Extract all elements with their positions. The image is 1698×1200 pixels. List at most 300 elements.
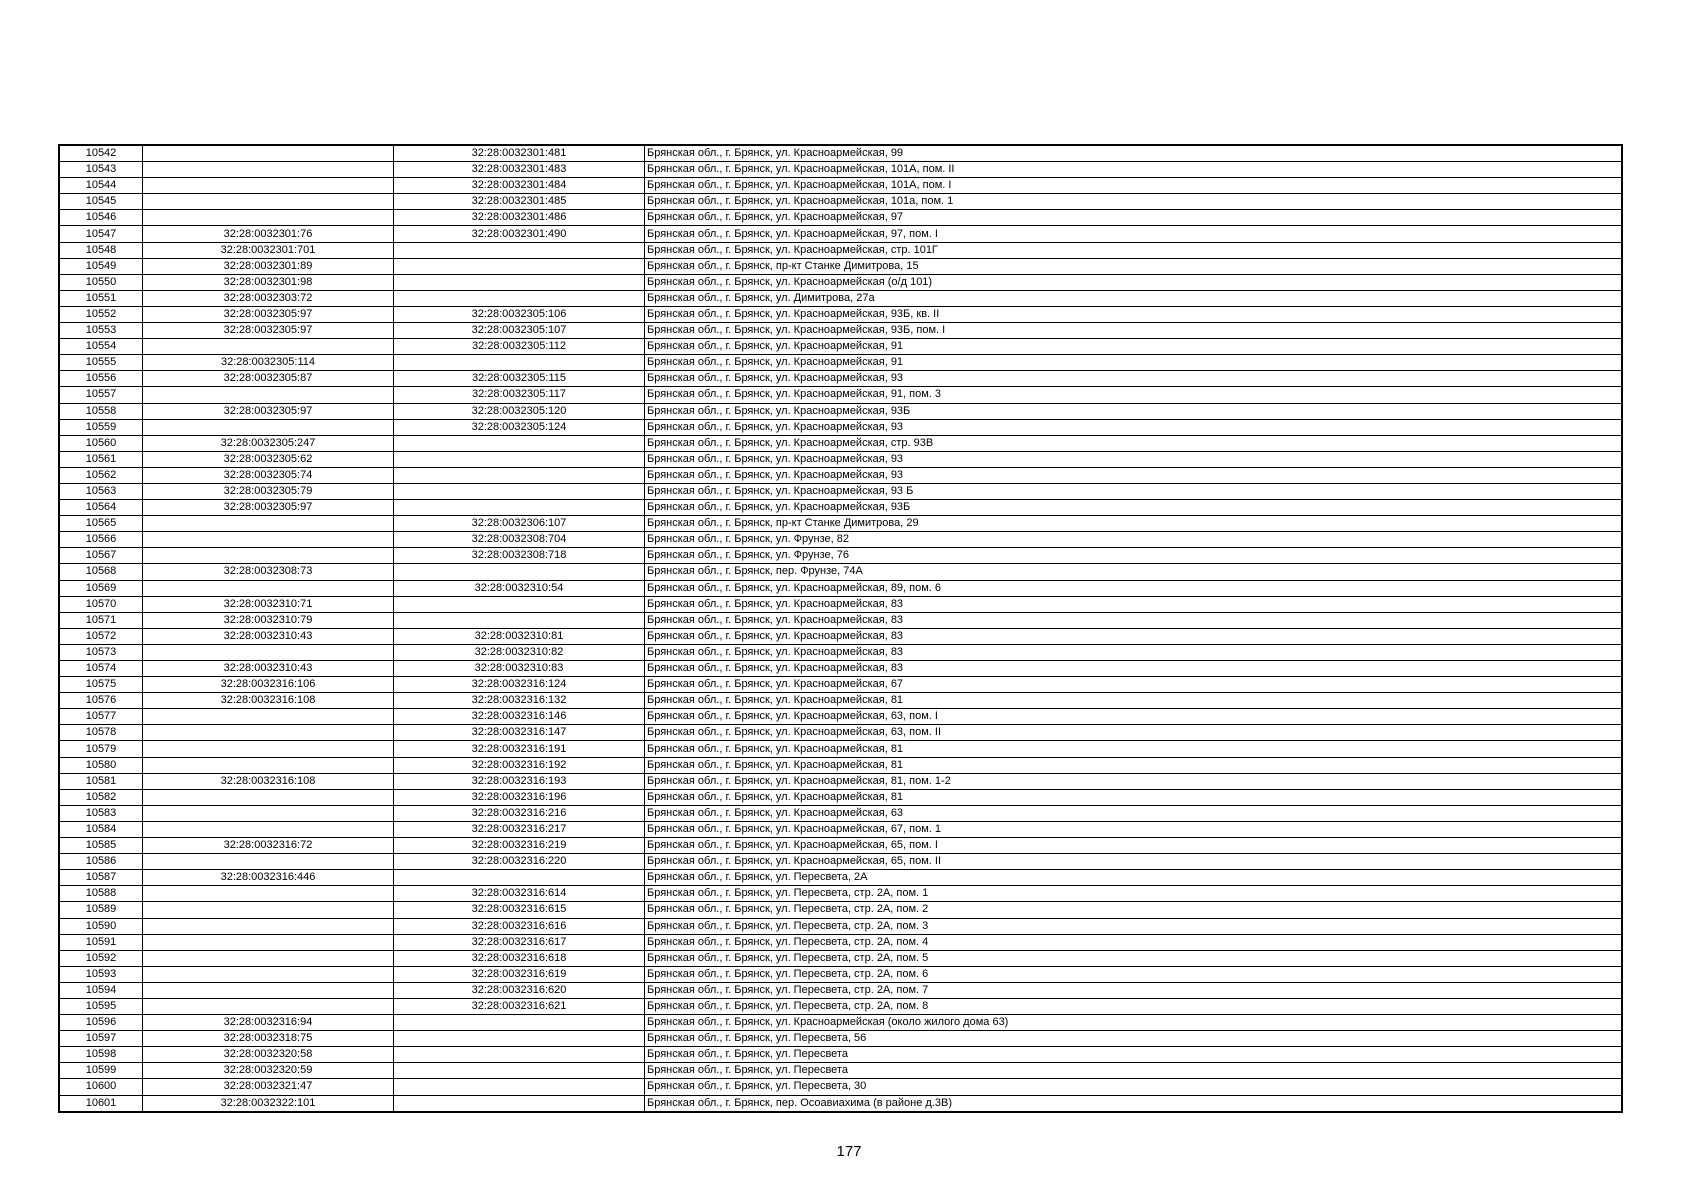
address-cell: Брянская обл., г. Брянск, ул. Красноармейская, 83 [645, 661, 1623, 677]
address-cell: Брянская обл., г. Брянск, пр-кт Станке Димитрова, 15 [645, 258, 1623, 274]
row-number-cell: 10588 [59, 886, 143, 902]
address-cell: Брянская обл., г. Брянск, ул. Красноармейская, 91, пом. 3 [645, 387, 1623, 403]
address-cell: Брянская обл., г. Брянск, ул. Фрунзе, 82 [645, 532, 1623, 548]
table-row [59, 677, 1622, 693]
cadastral-parcel-cell: 32:28:0032305:97 [143, 323, 394, 339]
cadastral-parcel-cell [143, 966, 394, 982]
table-row [59, 451, 1622, 467]
cadastral-parcel-cell [143, 532, 394, 548]
cadastral-parcel-cell [143, 741, 394, 757]
address-cell: Брянская обл., г. Брянск, ул. Красноармейская, стр. 93В [645, 435, 1623, 451]
address-cell: Брянская обл., г. Брянск, ул. Фрунзе, 76 [645, 548, 1623, 564]
cadastral-object-cell: 32:28:0032305:106 [394, 306, 645, 322]
cadastral-object-cell: 32:28:0032316:614 [394, 886, 645, 902]
cadastral-object-cell: 32:28:0032301:486 [394, 210, 645, 226]
address-cell: Брянская обл., г. Брянск, ул. Красноармейская, 93Б, пом. I [645, 323, 1623, 339]
table-row [59, 1063, 1622, 1079]
row-number-cell: 10549 [59, 258, 143, 274]
table-row [59, 773, 1622, 789]
address-cell: Брянская обл., г. Брянск, ул. Красноармейская, 101А, пом. II [645, 162, 1623, 178]
address-cell: Брянская обл., г. Брянск, ул. Красноармейская, 81 [645, 693, 1623, 709]
cadastral-parcel-cell [143, 339, 394, 355]
cadastral-parcel-cell [143, 805, 394, 821]
cadastral-parcel-cell: 32:28:0032316:94 [143, 1015, 394, 1031]
cadastral-parcel-cell [143, 757, 394, 773]
table-row [59, 532, 1622, 548]
row-number-cell: 10597 [59, 1031, 143, 1047]
cadastral-object-cell: 32:28:0032305:115 [394, 371, 645, 387]
row-number-cell: 10564 [59, 500, 143, 516]
address-cell: Брянская обл., г. Брянск, ул. Пересвета, стр. 2А, пом. 7 [645, 982, 1623, 998]
address-cell: Брянская обл., г. Брянск, ул. Пересвета, стр. 2А, пом. 1 [645, 886, 1623, 902]
row-number-cell: 10551 [59, 290, 143, 306]
table-row [59, 966, 1622, 982]
cadastral-parcel-cell [143, 210, 394, 226]
table-row [59, 355, 1622, 371]
cadastral-parcel-cell [143, 644, 394, 660]
address-cell: Брянская обл., г. Брянск, ул. Пересвета [645, 1063, 1623, 1079]
table-row [59, 628, 1622, 644]
address-cell: Брянская обл., г. Брянск, ул. Красноармейская, 89, пом. 6 [645, 580, 1623, 596]
address-cell: Брянская обл., г. Брянск, ул. Красноармейская, 83 [645, 612, 1623, 628]
table-row [59, 757, 1622, 773]
cadastral-object-cell: 32:28:0032316:219 [394, 838, 645, 854]
row-number-cell: 10562 [59, 467, 143, 483]
cadastral-parcel-cell: 32:28:0032320:59 [143, 1063, 394, 1079]
cadastral-parcel-cell: 32:28:0032305:97 [143, 500, 394, 516]
cadastral-object-cell [394, 355, 645, 371]
row-number-cell: 10596 [59, 1015, 143, 1031]
cadastral-object-cell [394, 242, 645, 258]
address-cell: Брянская обл., г. Брянск, ул. Красноармейская, 81 [645, 741, 1623, 757]
table-row [59, 419, 1622, 435]
cadastral-object-cell: 32:28:0032310:83 [394, 661, 645, 677]
cadastral-parcel-cell: 32:28:0032318:75 [143, 1031, 394, 1047]
table-row [59, 403, 1622, 419]
address-cell: Брянская обл., г. Брянск, ул. Красноармейская, 93Б, кв. II [645, 306, 1623, 322]
table-row [59, 500, 1622, 516]
cadastral-object-cell [394, 467, 645, 483]
table-row [59, 693, 1622, 709]
cadastral-parcel-cell [143, 886, 394, 902]
address-cell: Брянская обл., г. Брянск, ул. Красноармейская, 93 [645, 419, 1623, 435]
cadastral-object-cell: 32:28:0032316:216 [394, 805, 645, 821]
cadastral-parcel-cell: 32:28:0032310:79 [143, 612, 394, 628]
cadastral-parcel-cell [143, 178, 394, 194]
cadastral-object-cell [394, 870, 645, 886]
row-number-cell: 10544 [59, 178, 143, 194]
address-cell: Брянская обл., г. Брянск, пер. Осоавиахима (в районе д.3В) [645, 1095, 1623, 1112]
table-row [59, 886, 1622, 902]
table-row [59, 516, 1622, 532]
cadastral-object-cell [394, 1095, 645, 1112]
row-number-cell: 10555 [59, 355, 143, 371]
cadastral-parcel-cell: 32:28:0032305:97 [143, 306, 394, 322]
row-number-cell: 10598 [59, 1047, 143, 1063]
table-row [59, 725, 1622, 741]
cadastral-object-cell: 32:28:0032316:220 [394, 854, 645, 870]
cadastral-object-cell [394, 1063, 645, 1079]
cadastral-object-cell: 32:28:0032310:54 [394, 580, 645, 596]
address-cell: Брянская обл., г. Брянск, ул. Красноармейская, 101а, пом. 1 [645, 194, 1623, 210]
table-row [59, 998, 1622, 1014]
cadastral-object-cell [394, 258, 645, 274]
cadastral-object-cell: 32:28:0032316:621 [394, 998, 645, 1014]
cadastral-parcel-cell [143, 725, 394, 741]
cadastral-object-cell: 32:28:0032316:615 [394, 902, 645, 918]
registry-table-body [59, 145, 1622, 1112]
address-cell: Брянская обл., г. Брянск, пер. Фрунзе, 74А [645, 564, 1623, 580]
address-cell: Брянская обл., г. Брянск, ул. Пересвета, стр. 2А, пом. 2 [645, 902, 1623, 918]
row-number-cell: 10586 [59, 854, 143, 870]
address-cell: Брянская обл., г. Брянск, ул. Пересвета, стр. 2А, пом. 8 [645, 998, 1623, 1014]
address-cell: Брянская обл., г. Брянск, ул. Красноармейская, 93Б [645, 500, 1623, 516]
cadastral-parcel-cell: 32:28:0032321:47 [143, 1079, 394, 1095]
cadastral-object-cell [394, 500, 645, 516]
address-cell: Брянская обл., г. Брянск, ул. Красноармейская, 101А, пом. I [645, 178, 1623, 194]
row-number-cell: 10592 [59, 950, 143, 966]
address-cell: Брянская обл., г. Брянск, ул. Красноармейская, 83 [645, 628, 1623, 644]
cadastral-object-cell: 32:28:0032301:481 [394, 145, 645, 162]
address-cell: Брянская обл., г. Брянск, ул. Красноармейская, 93 [645, 451, 1623, 467]
table-row [59, 548, 1622, 564]
cadastral-object-cell: 32:28:0032301:483 [394, 162, 645, 178]
row-number-cell: 10568 [59, 564, 143, 580]
row-number-cell: 10545 [59, 194, 143, 210]
cadastral-object-cell: 32:28:0032305:117 [394, 387, 645, 403]
cadastral-object-cell: 32:28:0032316:618 [394, 950, 645, 966]
row-number-cell: 10556 [59, 371, 143, 387]
cadastral-object-cell: 32:28:0032301:485 [394, 194, 645, 210]
cadastral-parcel-cell [143, 516, 394, 532]
address-cell: Брянская обл., г. Брянск, ул. Красноармейская, 97, пом. I [645, 226, 1623, 242]
cadastral-object-cell [394, 274, 645, 290]
cadastral-parcel-cell [143, 950, 394, 966]
address-cell: Брянская обл., г. Брянск, ул. Пересвета, 56 [645, 1031, 1623, 1047]
cadastral-object-cell: 32:28:0032308:718 [394, 548, 645, 564]
table-row [59, 210, 1622, 226]
row-number-cell: 10552 [59, 306, 143, 322]
cadastral-parcel-cell: 32:28:0032322:101 [143, 1095, 394, 1112]
address-cell: Брянская обл., г. Брянск, ул. Пересвета, стр. 2А, пом. 5 [645, 950, 1623, 966]
cadastral-object-cell: 32:28:0032316:196 [394, 789, 645, 805]
cadastral-parcel-cell: 32:28:0032305:62 [143, 451, 394, 467]
cadastral-parcel-cell: 32:28:0032305:79 [143, 483, 394, 499]
cadastral-object-cell: 32:28:0032316:147 [394, 725, 645, 741]
table-row [59, 242, 1622, 258]
cadastral-object-cell: 32:28:0032316:146 [394, 709, 645, 725]
row-number-cell: 10578 [59, 725, 143, 741]
address-cell: Брянская обл., г. Брянск, ул. Красноармейская, 99 [645, 145, 1623, 162]
row-number-cell: 10583 [59, 805, 143, 821]
registry-table [58, 144, 1623, 1113]
address-cell: Брянская обл., г. Брянск, ул. Красноармейская, 81 [645, 757, 1623, 773]
table-row [59, 982, 1622, 998]
table-row [59, 821, 1622, 837]
table-row [59, 162, 1622, 178]
address-cell: Брянская обл., г. Брянск, пр-кт Станке Димитрова, 29 [645, 516, 1623, 532]
cadastral-object-cell [394, 483, 645, 499]
table-row [59, 644, 1622, 660]
cadastral-parcel-cell: 32:28:0032305:97 [143, 403, 394, 419]
table-row [59, 178, 1622, 194]
cadastral-parcel-cell [143, 145, 394, 162]
cadastral-parcel-cell: 32:28:0032301:98 [143, 274, 394, 290]
cadastral-object-cell [394, 1015, 645, 1031]
row-number-cell: 10543 [59, 162, 143, 178]
cadastral-parcel-cell [143, 194, 394, 210]
cadastral-object-cell: 32:28:0032316:124 [394, 677, 645, 693]
table-row [59, 950, 1622, 966]
row-number-cell: 10579 [59, 741, 143, 757]
table-row [59, 854, 1622, 870]
cadastral-object-cell: 32:28:0032316:617 [394, 934, 645, 950]
row-number-cell: 10548 [59, 242, 143, 258]
cadastral-object-cell [394, 564, 645, 580]
address-cell: Брянская обл., г. Брянск, ул. Красноармейская, 65, пом. II [645, 854, 1623, 870]
cadastral-parcel-cell [143, 854, 394, 870]
cadastral-parcel-cell: 32:28:0032301:89 [143, 258, 394, 274]
row-number-cell: 10585 [59, 838, 143, 854]
row-number-cell: 10557 [59, 387, 143, 403]
row-number-cell: 10587 [59, 870, 143, 886]
cadastral-parcel-cell [143, 789, 394, 805]
cadastral-parcel-cell: 32:28:0032320:58 [143, 1047, 394, 1063]
address-cell: Брянская обл., г. Брянск, ул. Пересвета, 2А [645, 870, 1623, 886]
row-number-cell: 10594 [59, 982, 143, 998]
row-number-cell: 10565 [59, 516, 143, 532]
row-number-cell: 10560 [59, 435, 143, 451]
cadastral-object-cell [394, 435, 645, 451]
table-row [59, 1079, 1622, 1095]
address-cell: Брянская обл., г. Брянск, ул. Красноармейская, 63, пом. I [645, 709, 1623, 725]
table-row [59, 838, 1622, 854]
cadastral-parcel-cell [143, 709, 394, 725]
row-number-cell: 10593 [59, 966, 143, 982]
cadastral-parcel-cell [143, 902, 394, 918]
cadastral-object-cell [394, 290, 645, 306]
cadastral-object-cell: 32:28:0032310:81 [394, 628, 645, 644]
address-cell: Брянская обл., г. Брянск, ул. Красноармейская, 93 [645, 467, 1623, 483]
table-row [59, 339, 1622, 355]
table-row [59, 1031, 1622, 1047]
cadastral-object-cell: 32:28:0032316:193 [394, 773, 645, 789]
cadastral-parcel-cell: 32:28:0032303:72 [143, 290, 394, 306]
table-row [59, 918, 1622, 934]
address-cell: Брянская обл., г. Брянск, ул. Пересвета, стр. 2А, пом. 3 [645, 918, 1623, 934]
row-number-cell: 10542 [59, 145, 143, 162]
cadastral-parcel-cell [143, 982, 394, 998]
cadastral-parcel-cell: 32:28:0032305:87 [143, 371, 394, 387]
table-row [59, 226, 1622, 242]
cadastral-parcel-cell: 32:28:0032301:701 [143, 242, 394, 258]
address-cell: Брянская обл., г. Брянск, ул. Красноармейская, 63, пом. II [645, 725, 1623, 741]
table-row [59, 145, 1622, 162]
address-cell: Брянская обл., г. Брянск, ул. Пересвета, стр. 2А, пом. 4 [645, 934, 1623, 950]
cadastral-object-cell: 32:28:0032305:124 [394, 419, 645, 435]
row-number-cell: 10576 [59, 693, 143, 709]
cadastral-object-cell: 32:28:0032316:191 [394, 741, 645, 757]
table-row [59, 1047, 1622, 1063]
row-number-cell: 10559 [59, 419, 143, 435]
cadastral-parcel-cell: 32:28:0032310:43 [143, 661, 394, 677]
cadastral-object-cell: 32:28:0032316:217 [394, 821, 645, 837]
table-row [59, 1015, 1622, 1031]
address-cell: Брянская обл., г. Брянск, ул. Красноармейская, 97 [645, 210, 1623, 226]
cadastral-parcel-cell: 32:28:0032316:446 [143, 870, 394, 886]
row-number-cell: 10599 [59, 1063, 143, 1079]
address-cell: Брянская обл., г. Брянск, ул. Красноармейская, 81 [645, 789, 1623, 805]
row-number-cell: 10577 [59, 709, 143, 725]
cadastral-object-cell: 32:28:0032305:112 [394, 339, 645, 355]
address-cell: Брянская обл., г. Брянск, ул. Красноармейская, 93 [645, 371, 1623, 387]
row-number-cell: 10558 [59, 403, 143, 419]
cadastral-parcel-cell: 32:28:0032305:247 [143, 435, 394, 451]
table-row [59, 580, 1622, 596]
cadastral-parcel-cell: 32:28:0032310:71 [143, 596, 394, 612]
address-cell: Брянская обл., г. Брянск, ул. Красноармейская, 67 [645, 677, 1623, 693]
cadastral-parcel-cell [143, 162, 394, 178]
cadastral-object-cell [394, 612, 645, 628]
cadastral-object-cell: 32:28:0032316:132 [394, 693, 645, 709]
row-number-cell: 10547 [59, 226, 143, 242]
cadastral-parcel-cell: 32:28:0032305:114 [143, 355, 394, 371]
row-number-cell: 10571 [59, 612, 143, 628]
row-number-cell: 10572 [59, 628, 143, 644]
table-row [59, 387, 1622, 403]
cadastral-object-cell [394, 596, 645, 612]
address-cell: Брянская обл., г. Брянск, ул. Красноармейская, 91 [645, 339, 1623, 355]
cadastral-object-cell: 32:28:0032316:619 [394, 966, 645, 982]
address-cell: Брянская обл., г. Брянск, ул. Красноармейская, 81, пом. 1-2 [645, 773, 1623, 789]
row-number-cell: 10561 [59, 451, 143, 467]
cadastral-parcel-cell [143, 918, 394, 934]
row-number-cell: 10554 [59, 339, 143, 355]
row-number-cell: 10590 [59, 918, 143, 934]
cadastral-object-cell: 32:28:0032308:704 [394, 532, 645, 548]
address-cell: Брянская обл., г. Брянск, ул. Красноармейская, 91 [645, 355, 1623, 371]
table-row [59, 435, 1622, 451]
cadastral-parcel-cell [143, 998, 394, 1014]
cadastral-parcel-cell: 32:28:0032310:43 [143, 628, 394, 644]
row-number-cell: 10580 [59, 757, 143, 773]
row-number-cell: 10570 [59, 596, 143, 612]
table-row [59, 741, 1622, 757]
table-row [59, 467, 1622, 483]
cadastral-parcel-cell [143, 580, 394, 596]
table-row [59, 789, 1622, 805]
address-cell: Брянская обл., г. Брянск, ул. Красноармейская, 83 [645, 644, 1623, 660]
cadastral-object-cell: 32:28:0032305:120 [394, 403, 645, 419]
cadastral-object-cell: 32:28:0032306:107 [394, 516, 645, 532]
address-cell: Брянская обл., г. Брянск, ул. Красноармейская (около жилого дома 63) [645, 1015, 1623, 1031]
row-number-cell: 10546 [59, 210, 143, 226]
table-row [59, 274, 1622, 290]
table-row [59, 371, 1622, 387]
address-cell: Брянская обл., г. Брянск, ул. Красноармейская, 93Б [645, 403, 1623, 419]
table-row [59, 306, 1622, 322]
row-number-cell: 10567 [59, 548, 143, 564]
cadastral-object-cell [394, 451, 645, 467]
row-number-cell: 10574 [59, 661, 143, 677]
address-cell: Брянская обл., г. Брянск, ул. Красноармейская, 83 [645, 596, 1623, 612]
row-number-cell: 10573 [59, 644, 143, 660]
cadastral-parcel-cell: 32:28:0032316:106 [143, 677, 394, 693]
row-number-cell: 10589 [59, 902, 143, 918]
cadastral-parcel-cell: 32:28:0032316:108 [143, 693, 394, 709]
row-number-cell: 10550 [59, 274, 143, 290]
cadastral-object-cell [394, 1079, 645, 1095]
cadastral-object-cell: 32:28:0032316:616 [394, 918, 645, 934]
table-row [59, 612, 1622, 628]
cadastral-parcel-cell [143, 821, 394, 837]
table-row [59, 258, 1622, 274]
address-cell: Брянская обл., г. Брянск, ул. Пересвета, стр. 2А, пом. 6 [645, 966, 1623, 982]
cadastral-object-cell: 32:28:0032305:107 [394, 323, 645, 339]
table-row [59, 1095, 1622, 1112]
table-row [59, 934, 1622, 950]
table-row [59, 596, 1622, 612]
address-cell: Брянская обл., г. Брянск, ул. Красноармейская, 67, пом. 1 [645, 821, 1623, 837]
table-row [59, 323, 1622, 339]
table-row [59, 483, 1622, 499]
address-cell: Брянская обл., г. Брянск, ул. Пересвета, 30 [645, 1079, 1623, 1095]
cadastral-parcel-cell [143, 387, 394, 403]
address-cell: Брянская обл., г. Брянск, ул. Красноармейская, 63 [645, 805, 1623, 821]
cadastral-object-cell [394, 1047, 645, 1063]
cadastral-object-cell [394, 1031, 645, 1047]
cadastral-object-cell: 32:28:0032316:192 [394, 757, 645, 773]
address-cell: Брянская обл., г. Брянск, ул. Пересвета [645, 1047, 1623, 1063]
row-number-cell: 10563 [59, 483, 143, 499]
address-cell: Брянская обл., г. Брянск, ул. Красноармейская, 93 Б [645, 483, 1623, 499]
table-row [59, 709, 1622, 725]
address-cell: Брянская обл., г. Брянск, ул. Красноармейская (о/д 101) [645, 274, 1623, 290]
cadastral-parcel-cell: 32:28:0032316:72 [143, 838, 394, 854]
row-number-cell: 10553 [59, 323, 143, 339]
table-row [59, 564, 1622, 580]
cadastral-object-cell: 32:28:0032316:620 [394, 982, 645, 998]
table-row [59, 194, 1622, 210]
cadastral-parcel-cell [143, 419, 394, 435]
row-number-cell: 10566 [59, 532, 143, 548]
cadastral-object-cell: 32:28:0032301:490 [394, 226, 645, 242]
table-row [59, 902, 1622, 918]
cadastral-object-cell: 32:28:0032301:484 [394, 178, 645, 194]
cadastral-parcel-cell: 32:28:0032301:76 [143, 226, 394, 242]
cadastral-parcel-cell: 32:28:0032308:73 [143, 564, 394, 580]
row-number-cell: 10600 [59, 1079, 143, 1095]
table-row [59, 805, 1622, 821]
table-row [59, 290, 1622, 306]
row-number-cell: 10582 [59, 789, 143, 805]
cadastral-parcel-cell: 32:28:0032305:74 [143, 467, 394, 483]
row-number-cell: 10569 [59, 580, 143, 596]
cadastral-parcel-cell [143, 548, 394, 564]
page-number: 177 [836, 1143, 862, 1160]
row-number-cell: 10575 [59, 677, 143, 693]
row-number-cell: 10595 [59, 998, 143, 1014]
address-cell: Брянская обл., г. Брянск, ул. Димитрова, 27а [645, 290, 1623, 306]
row-number-cell: 10584 [59, 821, 143, 837]
table-row [59, 661, 1622, 677]
cadastral-object-cell: 32:28:0032310:82 [394, 644, 645, 660]
row-number-cell: 10591 [59, 934, 143, 950]
table-row [59, 870, 1622, 886]
cadastral-parcel-cell [143, 934, 394, 950]
row-number-cell: 10601 [59, 1095, 143, 1112]
address-cell: Брянская обл., г. Брянск, ул. Красноармейская, стр. 101Г [645, 242, 1623, 258]
